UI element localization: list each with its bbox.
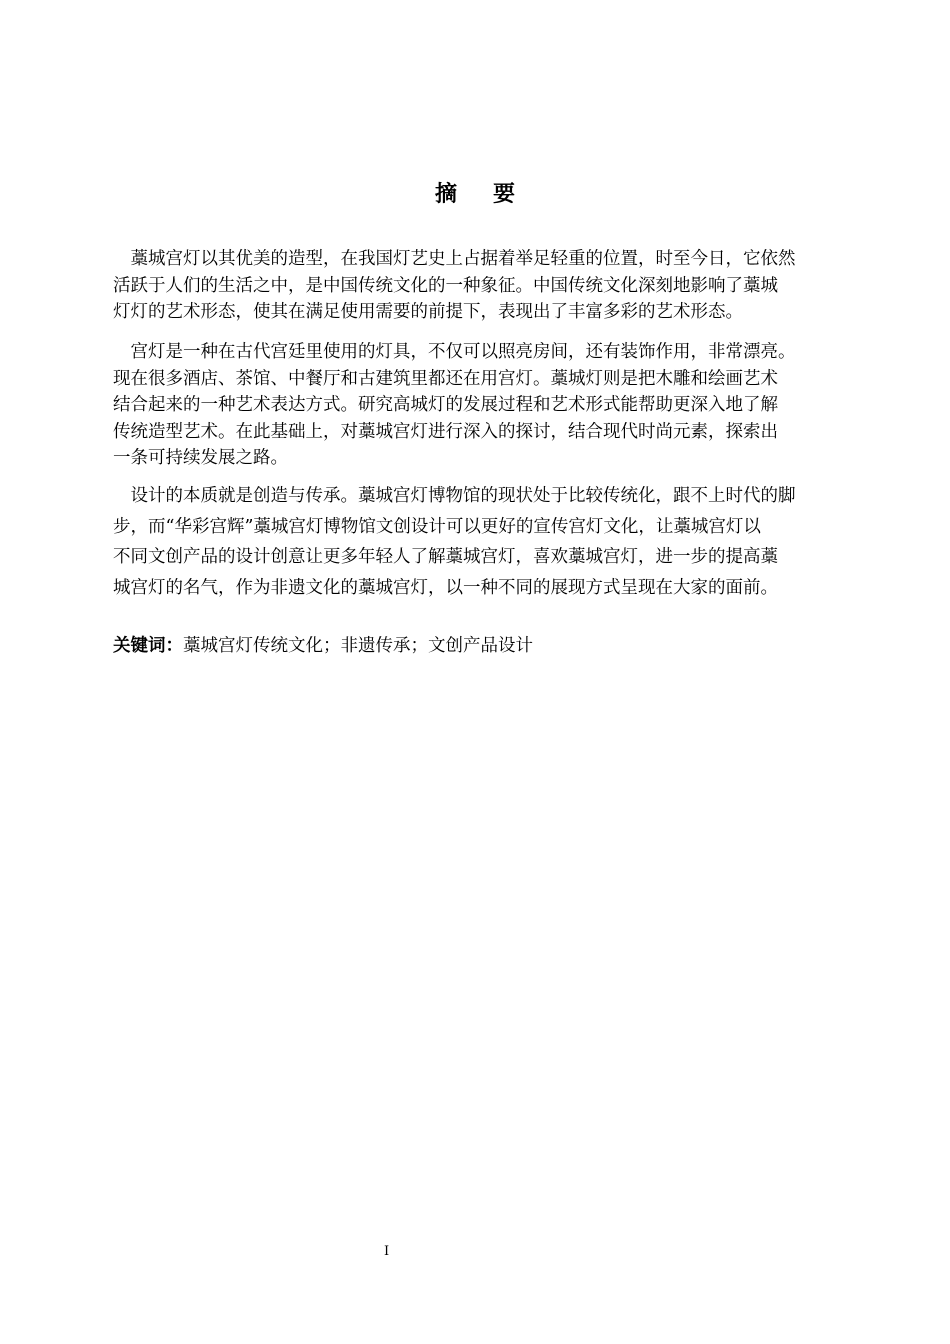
paragraph-line: 一条可持续发展之路。: [113, 448, 288, 468]
paragraph-line: 现在很多酒店、茶馆、中餐厅和古建筑里都还在用宫灯。藁城灯则是把木雕和绘画艺术: [113, 368, 778, 389]
paragraph-line: 结合起来的一种艺术表达方式。研究高城灯的发展过程和艺术形式能帮助更深入地了解: [113, 395, 778, 415]
paragraph-line: 活跃于人们的生活之中，是中国传统文化的一种象征。中国传统文化深刻地影响了藁城: [113, 275, 778, 296]
page-number: I: [384, 1244, 390, 1259]
paragraph-line: 设计的本质就是创造与传承。藁城宫灯博物馆的现状处于比较传统化，跟不上时代的脚: [113, 486, 796, 506]
keywords-text: 藁城宫灯传统文化；非遗传承；文创产品设计: [183, 636, 533, 656]
paragraph-line: 城宫灯的名气，作为非遗文化的藁城宫灯，以一种不同的展现方式呈现在大家的面前。: [113, 577, 778, 598]
keywords-label: 关键词：: [113, 636, 183, 656]
abstract-title: 摘要: [434, 182, 551, 207]
abstract-paragraph-3: [113, 481, 858, 603]
keywords-line: [113, 633, 533, 659]
paragraph-line: 灯灯的艺术形态，使其在满足使用需要的前提下，表现出了丰富多彩的艺术形态。: [113, 302, 743, 322]
paragraph-line: 宫灯是一种在古代宫廷里使用的灯具，不仅可以照亮房间，还有装饰作用，非常漂亮。: [113, 342, 796, 362]
abstract-paragraph-2: [113, 339, 858, 472]
paragraph-line: 藁城宫灯以其优美的造型，在我国灯艺史上占据着举足轻重的位置，时至今日，它依然: [113, 249, 796, 269]
paragraph-line: 不同文创产品的设计创意让更多年轻人了解藁城宫灯，喜欢藁城宫灯，进一步的提高藁: [113, 547, 778, 567]
paragraph-line: 步，而“华彩宫辉”藁城宫灯博物馆文创设计可以更好的宣传宫灯文化，让藁城宫灯以: [113, 516, 761, 537]
abstract-paragraph-1: [113, 246, 858, 326]
paragraph-line: 传统造型艺术。在此基础上，对藁城宫灯进行深入的探讨，结合现代时尚元素，探索出: [113, 421, 778, 442]
